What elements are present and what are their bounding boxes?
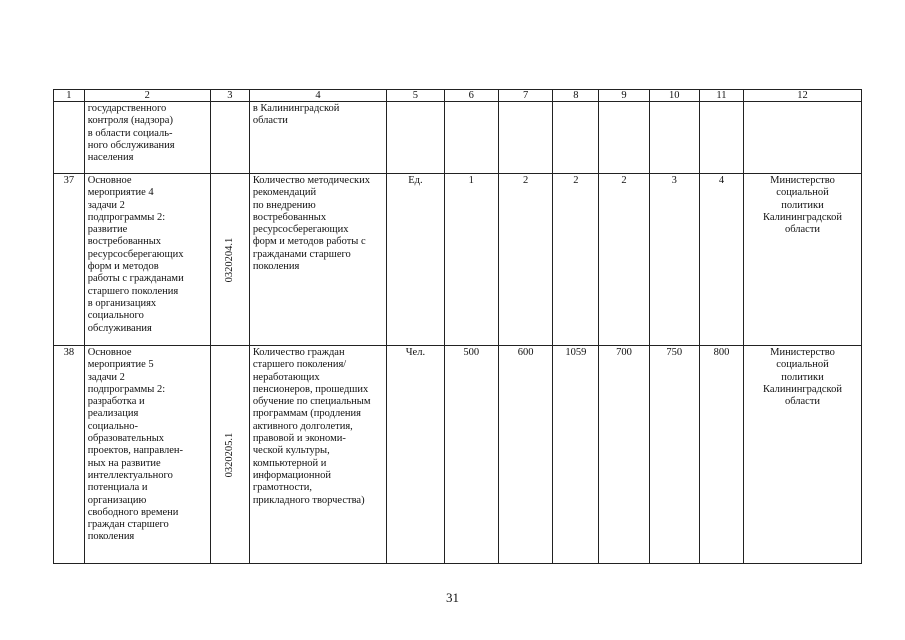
value-cell — [599, 102, 649, 174]
table-header-row — [54, 90, 862, 102]
org-cell: Министерство социальной политики Калининградской области — [743, 174, 861, 346]
value-cell — [444, 102, 498, 174]
header-cell: 12 — [743, 90, 861, 102]
code-text: 0320205.1 — [223, 432, 235, 477]
header-cell: 4 — [249, 90, 386, 102]
indicator-cell: Количество методических рекомендаций по внедрению востребованных ресурсосберегающих форм и методов работы с гражданами старшего поколения — [249, 174, 386, 346]
unit-cell — [387, 102, 444, 174]
event-cell: государственного контроля (надзора) в области социаль- ного обслуживания населения — [84, 102, 210, 174]
value-cell: 1 — [444, 174, 498, 346]
indicators-table — [53, 89, 862, 564]
indicator-cell: в Калининградской области — [249, 102, 386, 174]
value-cell: 1059 — [553, 346, 599, 564]
header-cell: 7 — [498, 90, 552, 102]
value-cell: 800 — [699, 346, 743, 564]
header-cell: 11 — [699, 90, 743, 102]
table-row-continuation — [54, 102, 862, 174]
unit-cell: Ед. — [387, 174, 444, 346]
row-number-cell — [54, 102, 85, 174]
value-cell: 4 — [699, 174, 743, 346]
row-number-cell: 37 — [54, 174, 85, 346]
unit-cell: Чел. — [387, 346, 444, 564]
event-cell: Основное мероприятие 4 задачи 2 подпрограммы 2: развитие востребованных ресурсосберегающих форм и методов работы с гражданами старшего поколения в организациях социального обслуживания — [84, 174, 210, 346]
table-row-37 — [54, 174, 862, 346]
value-cell: 2 — [599, 174, 649, 346]
header-cell: 10 — [649, 90, 699, 102]
org-cell: Министерство социальной политики Калининградской области — [743, 346, 861, 564]
header-cell: 6 — [444, 90, 498, 102]
value-cell: 500 — [444, 346, 498, 564]
value-cell — [649, 102, 699, 174]
code-cell — [210, 102, 249, 174]
header-cell: 2 — [84, 90, 210, 102]
value-cell: 600 — [498, 346, 552, 564]
value-cell: 2 — [498, 174, 552, 346]
header-cell: 9 — [599, 90, 649, 102]
table-row-38 — [54, 346, 862, 564]
value-cell — [553, 102, 599, 174]
header-cell: 8 — [553, 90, 599, 102]
value-cell: 2 — [553, 174, 599, 346]
value-cell: 750 — [649, 346, 699, 564]
org-cell — [743, 102, 861, 174]
value-cell: 3 — [649, 174, 699, 346]
value-cell — [699, 102, 743, 174]
code-text: 0320204.1 — [223, 237, 235, 282]
row-number-cell: 38 — [54, 346, 85, 564]
indicator-cell: Количество граждан старшего поколения/ неработающих пенсионеров, прошедших обучение по специальным программам (продления активного долголетия, правовой и экономи- ческой культуры, компьютерной и информационной грамотности, прикладного творчества) — [249, 346, 386, 564]
value-cell: 700 — [599, 346, 649, 564]
header-cell: 1 — [54, 90, 85, 102]
code-cell — [210, 174, 249, 346]
header-cell: 3 — [210, 90, 249, 102]
value-cell — [498, 102, 552, 174]
event-cell: Основное мероприятие 5 задачи 2 подпрограммы 2: разработка и реализация социально- образовательных проектов, направлен- ных на развитие интеллектуального потенциала и организацию свободного времени граждан старшего поколения — [84, 346, 210, 564]
header-cell: 5 — [387, 90, 444, 102]
page-number: 31 — [446, 590, 459, 605]
code-cell — [210, 346, 249, 564]
